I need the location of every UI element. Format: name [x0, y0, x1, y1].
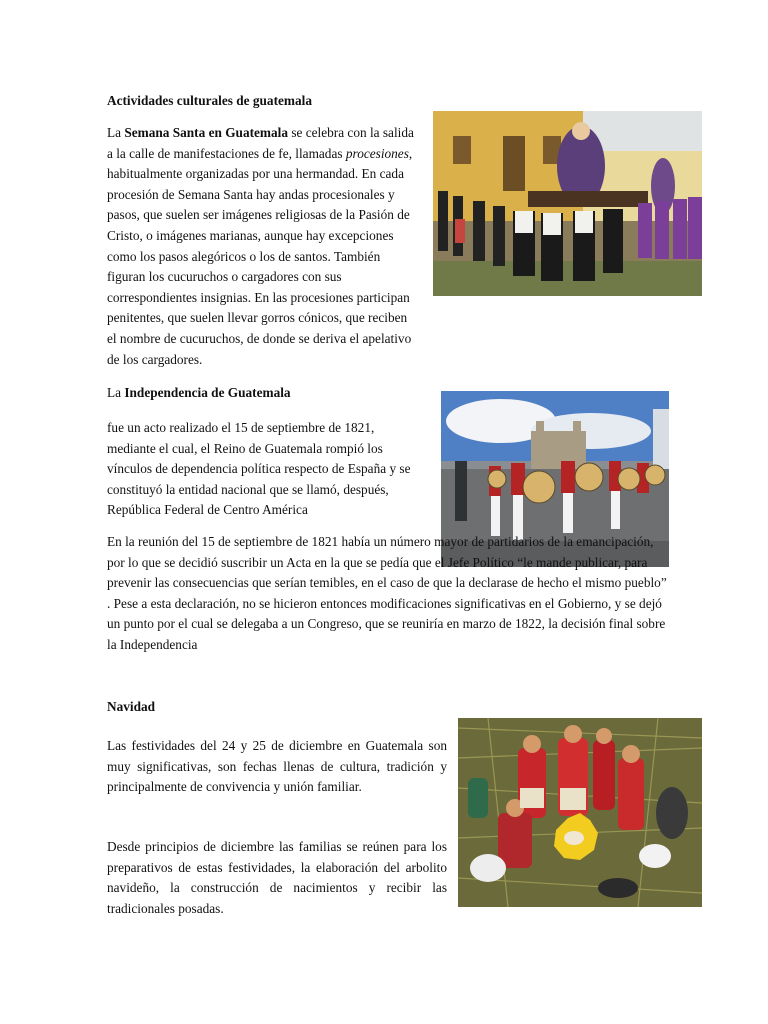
semana-santa-title: Semana Santa en Guatemala [124, 125, 288, 140]
semana-santa-text-1: se celebra con la salida a la calle de manifestaciones de fe, llamadas [107, 125, 414, 161]
page-title: Actividades culturales de guatemala [107, 93, 312, 108]
nativity-figures-photo [458, 718, 702, 907]
independencia-heading [107, 384, 291, 402]
navidad-paragraph-1: Las festividades del 24 y 25 de diciembre en Guatemala son muy significativas, son fechas llenas de cultura, tradición y principalmente de convivencia y unión familiar. [107, 738, 447, 795]
procesiones-term: procesiones [345, 145, 409, 161]
semana-santa-paragraph [107, 123, 417, 370]
navidad-heading: Navidad [107, 699, 156, 714]
independencia-heading-la: La [107, 385, 125, 400]
independencia-paragraph-1: fue un acto realizado el 15 de septiembre de 1821, mediante el cual, el Reino de Guatemala rompió los vínculos de dependencia política respecto de España y se constituyó la entidad nacional que se llamó, después, República Federal de Centro América [107, 420, 411, 518]
semana-santa-la: La [107, 125, 125, 140]
independencia-heading-bold: Independencia de Guatemala [124, 385, 291, 400]
semana-santa-text-2: , habitualmente organizadas por una hermandad. En cada procesión de Semana Santa hay andas procesionales y pasos, que suelen ser imágenes religiosas de la Pasión de Cristo, o imágenes marianas, aunque hay excepciones como los pasos alegóricos o los de santos. También figuran los cucuruchos o cargadores con sus correspondientes insignias. En las procesiones participan penitentes, que suelen llevar gorros cónicos, que reciben el nombre de cucuruchos, de donde se deriva el apelativo de los cargadores. [107, 145, 413, 367]
independencia-paragraph-2: En la reunión del 15 de septiembre de 1821 había un número mayor de partidarios de la emancipación, por lo que se decidió suscribir un Acta en la que se pedía que el Jefe Político “le mande publicar, para prevenir las consecuencias que serían temibles, en el caso de que la declarase de hecho el mismo pueblo” . Pese a esta declaración, no se hicieron entonces modificaciones significativas en el Gobierno, y se dejó un punto por el cual se delegaba a un Congreso, que se reuniría en marzo de 1822, la decisión final sobre la Independencia [107, 534, 667, 652]
navidad-paragraph-2: Desde principios de diciembre las familias se reúnen para los preparativos de estas festividades, la elaboración del arbolito navideño, la construcción de nacimientos y recibir las tradicionales posadas. [107, 839, 447, 916]
procession-photo [433, 111, 702, 296]
